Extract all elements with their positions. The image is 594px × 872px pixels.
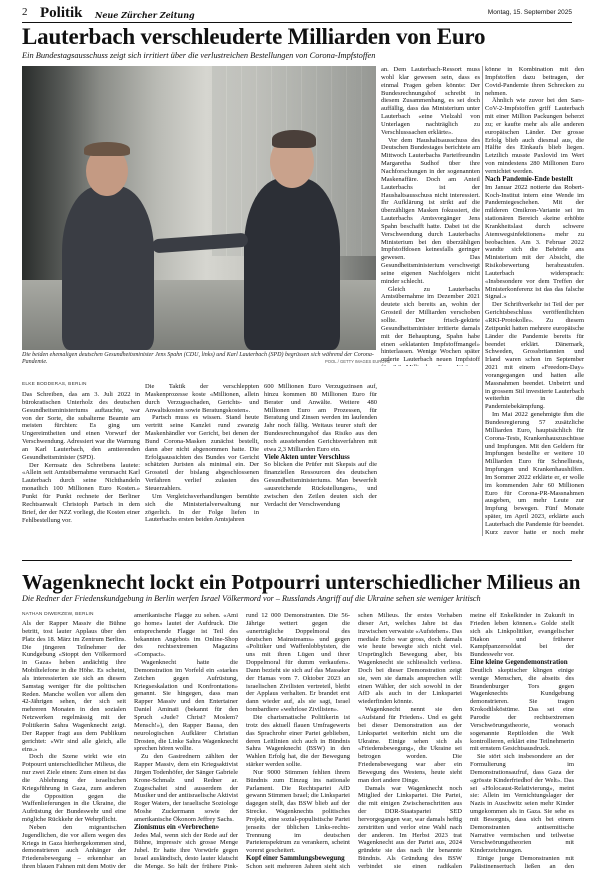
article-divider-rule [22, 560, 572, 561]
paragraph: Ähnlich wie zuvor bei den Sars-CoV-2-Impfstoffen griff Lauterbach mit einer Million Packungen beherzt zu; er kaufte mehr als alle anderen europäischen Länder. Der grosse Erfolg blieb auch diesmal aus, die Hälfte des Einkaufs blieb liegen. Letztlich musste Paxlovid im Wert von mindestens 280 Millionen Euro vernichtet werden. [485, 97, 584, 175]
paragraph: Als der Rapper Massiv die Bühne betritt, tost lauter Applaus über den Platz des 18. März im Zentrum Berlins. Die jüngeren Teilnehmer der Kundgebung «Stoppt den Völkermord in Gaza» heben andächtig ihre Mobiltelefone in die Höhe. Es scheint, als interessierten sie sich an diesem Samstag weniger für die politischen Reden. Manche wollen vor allem den 42-Jährigen sehen, der sich seit mehreren Monaten in den sozialen Netzwerken regelmässig mit der Politikerin Sahra Wagenknecht zeigt. Der Rapper fragt aus dem Publikum gerichtet: «Wir sind alle gleich, alle eins.» [22, 620, 126, 753]
paragraph: Sie stört sich insbesondere an der Formulierung im Demonstrationsaufruf, dass Gaza der «grösste Kinderfriedhof der Welt». Das sei «Holocaust-Relativierung», meint sie: Allein im Vernichtungslager der Nazis in Auschwitz seien mehr Kinder umgekommen als in Gaza. Sie sehe es mit Besorgnis, dass sich bei einem Demonstranten antisemitische Narrative vermischen und teilweise Verschwörungstheorien mit Kinderzeichnungen. [470, 753, 574, 855]
article1-photo-caption: Die beiden ehemaligen deutschen Gesundheitsminister Jens Spahn (CDU, links) und Karl Lauterbach (SPD) begrüssen sich während der Corona-Pandemie. [22, 352, 374, 366]
article2-column2-subheading: Zionismus ein «Verbrechen» [134, 822, 220, 831]
article1-byline: ELKE BODDERAS, BERLIN [22, 382, 87, 387]
article1-column-2 [145, 383, 259, 539]
paragraph: Einige junge Demonstranten mit Palästinensertuch ließen an den [470, 855, 574, 870]
paragraph: an. Dem Lauterbach-Ressort muss wohl klar gewesen sein, dass es einmal Fragen geben könnte: Der Bundesrechnungshof schreibt in diesem Zusammenhang, es sei doch auffällig, dass das Ministerium unter Lauterbach «eine Vielzahl von Unterlagen nachträglich zu Verschlusssachen erklärte». [381, 66, 480, 136]
article2-column-3 [246, 612, 350, 870]
paragraph: Die Taktik der verschleppten Maskenprozesse koste «Millionen, allein durch Verzugsschaden, Gerichts- und Anwaltskosten sowie Beratungskosten». [145, 383, 259, 414]
issue-date: Montag, 15. September 2025 [487, 9, 572, 16]
article2-column3-subheading: Kopf einer Sammlungsbewegung [246, 854, 345, 863]
paragraph: Jedes Mal, wenn sich der Rede auf der Bühne, impressiv sich grosse Menge Jubel. Er hatte ihre Vorwürfe gegen Israel ausländisch, desto lauter klatscht die Menge. So hält der frühere Pink- [134, 831, 238, 870]
paragraph: Im Mai 2022 genehmigte ihm die Bundesregierung 57 zusätzliche Milliarden Euro, hauptsächlich für Corona-Tests, Krankenhauszuschüsse und Impfungen. Mit den Geldern für Impfungen bestellte er weitere 10 Milliarden Euro für Schnelltests, Impfungen und Krankenhaushilfen. Im Sommer 2022 erklärte er, er wolle im kommenden Jahr 60 Millionen Euro für Corona-PR-Massnahmen ausgeben, um mehr Leute zur Impfung bewegen. Fünf Monate später, im April 2023, erklärte auch Lauterbach die Pandemie für beendet. Kurz zuvor hatte er noch mehr [485, 411, 584, 536]
article1-headline: Lauterbach verschleuderte Milliarden von Euro [22, 24, 486, 49]
article1-subhead: Ein Bundestagsausschuss zeigt sich irritiert über die verlustreichen Bestellungen von Corona-Impfstoffen [22, 51, 376, 60]
paragraph: Schon seit mehreren Jahren sieht sich [246, 863, 350, 870]
masthead-rule [22, 22, 572, 23]
paragraph: Vor dem Haushaltsausschuss des Deutschen Bundestages berichtete am Mittwoch Lauterbachs Parteifreundin Margaretha Sudhof über ihre Nachforschungen in der sogenannten Maskenaffäre. Doch am Anteil Lauterbachs ist der Haushaltsausschuss nicht interessiert. Ihr Aufklärung ist strikt auf die überzähligen Masken fokussiert, die Lauterbachs Amtsvorgänger Jens Spahn beschafft hatte. Dabei ist die Verschwendung durch Lauterbachs Ministerium bei den überzähligen Impfstoffdosen keinesfalls geringer gewesen. Das Gesundheitsministerium verschweigt seine eigenen Nachfolgers nicht minder schlecht. [381, 136, 480, 285]
photo-hair-left [84, 142, 130, 156]
paragraph: Damals war Wagenknecht noch Mitglied der Linkspartei. Die Partei, die mit einigen Zwischenschritten aus der DDR-Staatspartei SED hervorgegangen war, war damals heftig zerstritten und verlor eine Wahl nach der anderen. Im Herbst 2023 trat Wagenknecht aus der Partei aus, 2024 gründete sie das nach ihr benannte Bündnis. Als Gründung des BSW verbindet sie einen radikalen [358, 784, 462, 870]
column-divider [482, 66, 483, 536]
newspaper-logo: Neue Zürcher Zeitung [95, 10, 195, 20]
paragraph: Doch die Szene wirkt wie ein Potpourri unterschiedlicher Milieus, die nur zwei Ziele einen: Zum einen ist das die Ablehnung der israelischen Kriegsführung in Gaza, zum anderen die Opposition gegen die Waffenlieferungen in die Ukraine, die Aufrüstung der Bundeswehr und eine mögliche Rückkehr der Wehrpflicht. [22, 753, 126, 824]
paragraph: Gleich zu Lauterbachs Amtsübernahme im Dezember 2021 deutete sich bereits an, wohin der Grosteil der Milliarden verschoben sollte. Der frisch-gekürte Gesundheitsminister irritierte damals mit der Behauptung, Spahn habe einen «eklatanten Impfstoffmangel» hinterlassen. Wenige Wochen später orderte Lauterbach neuen Impfstoff [381, 285, 480, 364]
paragraph: Der Schriftverkehr ist Teil der per Gerichtsbeschluss veröffentlichten «RKI-Protokolle». Zu diesem Zeitpunkt hatten mehrere europäische Länder die Pandemie bereits für beendet erklärt. Dänemark, Schweden, Grossbritannien und Irland waren schon im September 2021 mit einem «Freedom-Day» vorangegangen und hatten alle Massnahmen beendet. Unbeirrt und in grossem Stil investierte Lauterbach weiterhin in die Pandemiebekämpfung. [485, 301, 584, 411]
paragraph: Partsch muss es wissen. Stand heute vertritt seine Kanzlei rund zwanzig Maskenhändler vor Gericht, bei denen der Bund Corona-Masken zunächst bestellt, dann aber nicht abgenommen hatte. Die Erfolgsaussichten des Bundes vor Gericht schätzten Juristen als minimal ein. Der Grossteil der bislang abgeschlossenen Verfahren verlief zulasten des Steuerzahlers. [145, 414, 259, 492]
paragraph: Wagenknecht hatte die Demonstration im Vorfeld ein «starkes Zeichen gegen Aufrüstung, Kriegseskalation und Konfrontation» genannt. Sie hingegen, dass man Rapper Massiv und den Entertainer Daniel Aminati (bekannt für den Spruch «Jude? Christ? Moslem? Mensch!»), den Rapper Bausa, den neurologischen Aufklärer Christian Drosten, die Linke Sahra Wagenknecht sprechen hören wollte. [134, 659, 238, 753]
paragraph: Deutlich skeptischer klingen einige wenige Menschen, die abseits des Brandenburger Tors gegen Wagenknechts Kundgebung demonstrieren. Sie tragen Krokodilsköstüme. Das sei eine Parodie der rechtsextremen Verschwörungstheorie, wonach sogenannte Reptiloiden die Welt kontrollieren, erklärt eine Teilnehmerin mit ernstem Gesichtsausdruck. [470, 666, 574, 753]
article1-column3-subheading: Viele Akten unter Verschluss [264, 452, 350, 461]
article1-column-far-right [485, 66, 584, 536]
paragraph: Die charismatische Politikerin ist trotz des aktuell flauen Umfragewerts das Sprachrohr einer Partei geblieben, deren Leitlinien sich auch in Bündnis Sahra Wagenknecht (BSW) in den Wahlen Erfolg hat, die der Bewegung stärker werden sollte. [246, 713, 350, 769]
paragraph: könne in Kombination mit den Impfstoffen dazu beitragen, der Covid-Pandemie ihren Schrecken zu nehmen. [485, 66, 584, 97]
article1-column-1 [22, 391, 140, 539]
article2-column5-subheading: Eine kleine Gegendemonstration [470, 658, 568, 667]
paragraph: amerikanische Flagge zu sehen. «Ami go home» lautet der Aufdruck. Die entsprechende Flagge ist Teil des bekannten Angebots im Online-Shop des rechtsextremen Magazins «Compact». [134, 612, 238, 659]
paragraph: Um Vergleichsverhandlungen bemühte sich die Ministerialverwaltung nur zögerlich. In der Folge liefen in Lauterbachs ersten beiden Amtsjahren [145, 492, 259, 524]
article2-subhead: Die Redner der Friedenskundgebung in Berlin werfen Israel Völkermord vor – Russlands Angriff auf die Ukraine sehen sie weniger kritisch [22, 594, 481, 603]
article1-column-3 [264, 383, 377, 539]
paragraph: Zu den Gastrednern zählten der Rapper Massiv, dem ein Kriegsaktivist Jürgen Todenhöfer, der Sänger Gabriele Krone-Schmalz und Redner ar. Zugeschaltet sind ausserdem der Musiker und der antiisraelische Aktivist Roger Waters, der israelische Soziologe Moshe Zuckermann sowie der amerikanische Ökonom Jeffrey Sachs. [134, 753, 238, 823]
article1-photo [22, 66, 376, 350]
article2-headline: Wagenknecht lockt ein Potpourri unterschiedlicher Milieus an [22, 570, 581, 594]
photo-figure-right [244, 178, 340, 350]
article1-subheading: Nach Pandemie-Ende bestellt [485, 174, 573, 183]
article2-byline: NATHAN DIWERZEW, BERLIN [22, 612, 94, 617]
photo-figure-left [62, 186, 154, 350]
paragraph: Das Schreiben, das am 3. Juli 2022 in bürokratischen Unterholz des deutschen Gesundheitsministeriums auftauchte, war von der Sorte, die subalterne Beamte am meisten fürchten: Es ging um Ungereimtheiten und einen Vorwurf der Verschwendung. Adressiert war die Warnung an Karl Lauterbach, den amtierenden Gesundheitsminister (SPD). [22, 391, 140, 461]
photo-hair-right [272, 130, 316, 148]
paragraph: meine elf Enkelkinder in Zukunft in Frieden leben können.» Golde stellt sich als Linkpolitiker, evangelischer Diakon und früherer Kampfpanzersoldat bei der Bundeswehr vor. [470, 612, 574, 659]
paragraph: Nur 9000 Stimmen fehlten ihrem Bündnis zum Einzug ins nationale Parlament. Die Rechtspartei AfD gewann Stimmen Israel; die Linkspartei dagegen stellt, das BSW blieb auf der Strecke. Wagenknechts politisches Projekt, eine sozial-populistische Partei jenseits der üblichen Links-rechts-Trennung im deutschen Parteienspektrum zu verankern, scheint vorerst gescheitert. [246, 768, 350, 855]
article2-column-2 [134, 612, 238, 870]
paragraph: 600 Millionen Euro Verzugszinsen auf, hinzu kommen 80 Millionen Euro für Berater und Anwälte. Weitere 480 Millionen Euro am Prozessen, für Beratung und Zinsen werden im laufenden Jahr noch fällig. Weitaus teurer stuft der Bundesrechnungshof das Risiko aus den noch ausstehenden Gerichtsverfahren mit etwa 2,3 Milliarden Euro ein. [264, 383, 377, 453]
article2-column-1 [22, 620, 126, 870]
paragraph: Neben den migrantischen Jugendlichen, die vor allem wegen des Kriegs in Gaza hierhergekommen sind, demonstrieren auch Anhänger der Friedensbewegung – erkennbar an ihren blauen Fahnen mit dem Motiv der [22, 823, 126, 870]
paragraph: Wagenknecht nennt sie den «Aufstand für Frieden». Und es geht bei dieser Demonstration aus der Linkspartei weiterhin nicht um die Ukraine. Einige sehen sich als «Friedensbewegung», die Ukraine sei betrogen worden. Die Friedensbewegung war aber ein Bewegung des Westens, heute sieht man dort andere Dinge. [358, 706, 462, 784]
section-title: Politik [40, 5, 83, 21]
paragraph: Im Januar 2022 notierte das Robert-Koch-Institut intern eine Wende im Pandemiegeschehen. Mit der milderen Omikron-Variante sei im stationären Bereich «keine erhöhte Krankheitslast durch schwere Atemwegsinfektionen» mehr zu beobachten. Am 3. Februar 2022 wandte sich die Behörde ans Ministerium mit der Absicht, die Risikobewertung herabzustufen. Lauterbach widersprach: «Insbesondere vor dem Treffen der Ministerkonferenz ist das das falsche Signal.» [485, 183, 584, 301]
article2-column-4 [358, 612, 462, 870]
article2-column-5 [470, 612, 574, 870]
article1-column-right-top [381, 66, 480, 366]
paragraph: rund 12 000 Demonstranten. Die 56-Jährige wettert gegen die «unerträgliche Doppelmoral des deutschen Mainstreams» und gegen «Politiker und Waffenlobbyisten, die uns mit ihren Lügen und ihrer Doppelmoral für dumm verkaufen». Dann bezieht sie sich auf das Massaker der Hamas vom 7. Oktober 2023 an israelischen Zivilisten vertreteil, bleibt der Applaus verhalten. Er brandet erst dann wieder auf, als sie sagt, Israel bombardiere «wehrlose Zivilisten». [246, 612, 350, 714]
paragraph: Der Kernsatz des Schreibens lautete: «Allein seit Amtsübernahme verursacht Karl Lauterbach durch seine Nichthandeln monatlich 100 Millionen Euro Kosten.» Punkt für Punkt rechnete der Berliner Rechtsanwalt Christoph Partsch in dem Brief, der der NZZ vorliegt, die Kosten einer Fehlbestellung vor. [22, 461, 140, 524]
masthead [22, 6, 572, 22]
paragraph: schen Milieus. Ihr erstes Vorhaben dieser Art, welches Jahre ist das inzwischen verwaiste «Aufstehen». Das mediale Echo war gross, doch damals wie heute bewegte sich nicht viel. Ursprünglich Bewegung aber, bis Wagenknecht sie schliesslich verliess. Doch bei dieser Demonstration zeigt sie, wen sie damals ansprechen will: einen Wähler, der sich sowohl in der AfD als auch in der Linkspartei wiederfinden könnte. [358, 612, 462, 706]
page-number: 2 [22, 6, 28, 18]
article1-photo-credit: POOL / GETTY IMAGES EUROPE [325, 359, 391, 364]
paragraph: So blicken die Prüfer mit Skepsis auf die finanziellen Ressourcen des deutschen Gesundheitsministeriums. Man bewerfelt «ausreichende Rückstellungen», und zwischen den Zeilen deuten sich der Verdacht der Verschwendung [264, 461, 377, 508]
